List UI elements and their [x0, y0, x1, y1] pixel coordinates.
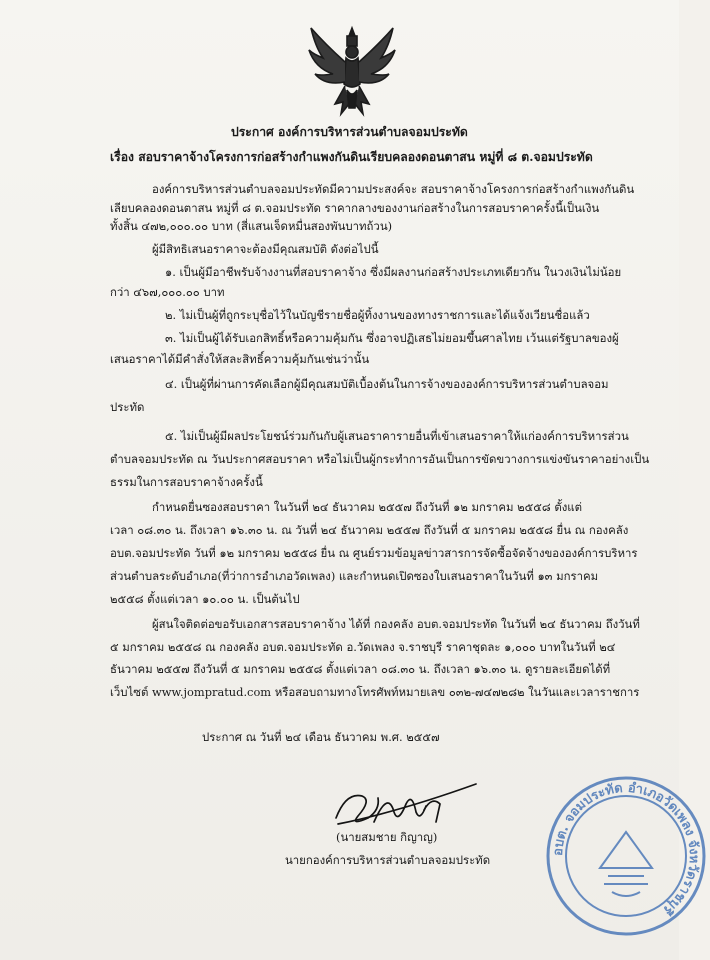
- announced-date: ประกาศ ณ วันที่ ๒๔ เดือน ธันวาคม พ.ศ. ๒๕๕๗: [202, 730, 440, 744]
- garuda-emblem-icon: [305, 24, 399, 120]
- qualification-item: ๒. ไม่เป็นผู้ที่ถูกระบุชื่อไว้ในบัญชีรายชื่อผู้ทิ้งงานของทางราชการและได้แจ้งเวียนชื่อแล้ว: [165, 308, 590, 322]
- qualification-item: ๑. เป็นผู้มีอาชีพรับจ้างงานที่สอบราคาจ้าง ซึ่งมีผลงานก่อสร้างประเภทเดียวกัน ในวงเงินไม่น้อย: [165, 265, 622, 279]
- intro-line: ทั้งสิ้น ๔๗๒,๐๐๐.๐๐ บาท (สี่แสนเจ็ดหมื่นสองพันบาทถ้วน): [110, 219, 393, 233]
- qualification-item: กว่า ๔๖๗,๐๐๐.๐๐ บาท: [110, 285, 225, 299]
- signature: [328, 782, 478, 832]
- qualifications-heading: ผู้มีสิทธิเสนอราคาจะต้องมีคุณสมบัติ ดังต่อไปนี้: [152, 242, 379, 256]
- announcement-title: ประกาศ องค์การบริหารส่วนตำบลจอมประทัด: [231, 125, 468, 139]
- stamp-text: อบต. จอมประทัด อำเภอวัดเพลง จังหวัดราชบุรี: [550, 780, 702, 918]
- official-stamp: [538, 772, 702, 932]
- qualification-item: เสนอราคาได้มีคำสั่งให้สละสิทธิ์ความคุ้มกันเช่นว่านั้น: [110, 352, 370, 366]
- qualification-item: ธรรมในการสอบราคาจ้างครั้งนี้: [110, 475, 263, 489]
- purchase-line: ๕ มกราคม ๒๕๕๘ ณ กองคลัง อบต.จอมประทัด อ.วัดเพลง จ.ราชบุรี ราคาชุดละ ๑,๐๐๐ บาทในวันที่ ๒๔: [110, 640, 616, 654]
- qualification-item: ตำบลจอมประทัด ณ วันประกาศสอบราคา หรือไม่เป็นผู้กระทำการอันเป็นการขัดขวางการแข่งขันราคาอย่างเป็น: [110, 452, 650, 466]
- purchase-line: ธันวาคม ๒๕๕๗ ถึงวันที่ ๕ มกราคม ๒๕๕๘ ตั้งแต่เวลา ๐๘.๓๐ น. ถึงเวลา ๑๖.๓๐ น. ดูรายละเอียดได้ที่: [110, 662, 611, 676]
- qualification-item: ประทัด: [110, 400, 145, 414]
- announcement-subject: เรื่อง สอบราคาจ้างโครงการก่อสร้างกำแพงกันดินเรียบคลองดอนตาสน หมู่ที่ ๘ ต.จอมประทัด: [110, 150, 593, 164]
- qualification-item: ๓. ไม่เป็นผู้ได้รับเอกสิทธิ์หรือความคุ้มกัน ซึ่งอาจปฏิเสธไม่ยอมขึ้นศาลไทย เว้นแต่รัฐบาลของผู้: [165, 331, 619, 345]
- signer-name: (นายสมชาย กิญาญ): [336, 830, 438, 844]
- intro-line: เลียบคลองดอนตาสน หมู่ที่ ๘ ต.จอมประทัด ราคากลางของงานก่อสร้างในการสอบราคาครั้งนี้เป็นเงิน: [110, 201, 600, 215]
- signer-position: นายกองค์การบริหารส่วนตำบลจอมประทัด: [285, 853, 491, 867]
- qualification-item: ๔. เป็นผู้ที่ผ่านการคัดเลือกผู้มีคุณสมบัติเบื้องต้นในการจ้างขององค์การบริหารส่วนตำบลจอม: [165, 377, 609, 391]
- schedule-line: กำหนดยื่นซองสอบราคา ในวันที่ ๒๔ ธันวาคม ๒๕๕๗ ถึงวันที่ ๑๒ มกราคม ๒๕๕๘ ตั้งแต่: [152, 500, 583, 514]
- purchase-line: ผู้สนใจติดต่อขอรับเอกสารสอบราคาจ้าง ได้ที่ กองคลัง อบต.จอมประทัด ในวันที่ ๒๔ ธันวาคม ถึงวันที่: [152, 617, 640, 631]
- qualification-item: ๕. ไม่เป็นผู้มีผลประโยชน์ร่วมกันกับผู้เสนอราคารายอื่นที่เข้าเสนอราคาให้แก่องค์การบริหารส่วน: [165, 429, 629, 443]
- intro-line: องค์การบริหารส่วนตำบลจอมประทัดมีความประสงค์จะ สอบราคาจ้างโครงการก่อสร้างกำแพงกันดิน: [152, 182, 635, 196]
- schedule-line: ๒๕๕๘ ตั้งแต่เวลา ๑๐.๐๐ น. เป็นต้นไป: [110, 592, 300, 606]
- schedule-line: เวลา ๐๘.๓๐ น. ถึงเวลา ๑๖.๓๐ น. ณ วันที่ ๒๔ ธันวาคม ๒๕๕๗ ถึงวันที่ ๕ มกราคม ๒๕๕๘ ยื่น ณ กองคลัง: [110, 523, 629, 537]
- purchase-line: เว็บไซต์ www.jompratud.com หรือสอบถามทางโทรศัพท์หมายเลข ๐๓๒-๗๔๗๒๘๒ ในวันและเวลาราชการ: [110, 685, 640, 699]
- schedule-line: อบต.จอมประทัด วันที่ ๑๒ มกราคม ๒๕๕๘ ยื่น ณ ศูนย์รวมข้อมูลข่าวสารการจัดซื้อจัดจ้างขององค์การบริหาร: [110, 546, 638, 560]
- schedule-line: ส่วนตำบลระดับอำเภอ(ที่ว่าการอำเภอวัดเพลง) และกำหนดเปิดซองใบเสนอราคาในวันที่ ๑๓ มกราคม: [110, 569, 599, 583]
- stamp-seal-icon: [542, 772, 710, 940]
